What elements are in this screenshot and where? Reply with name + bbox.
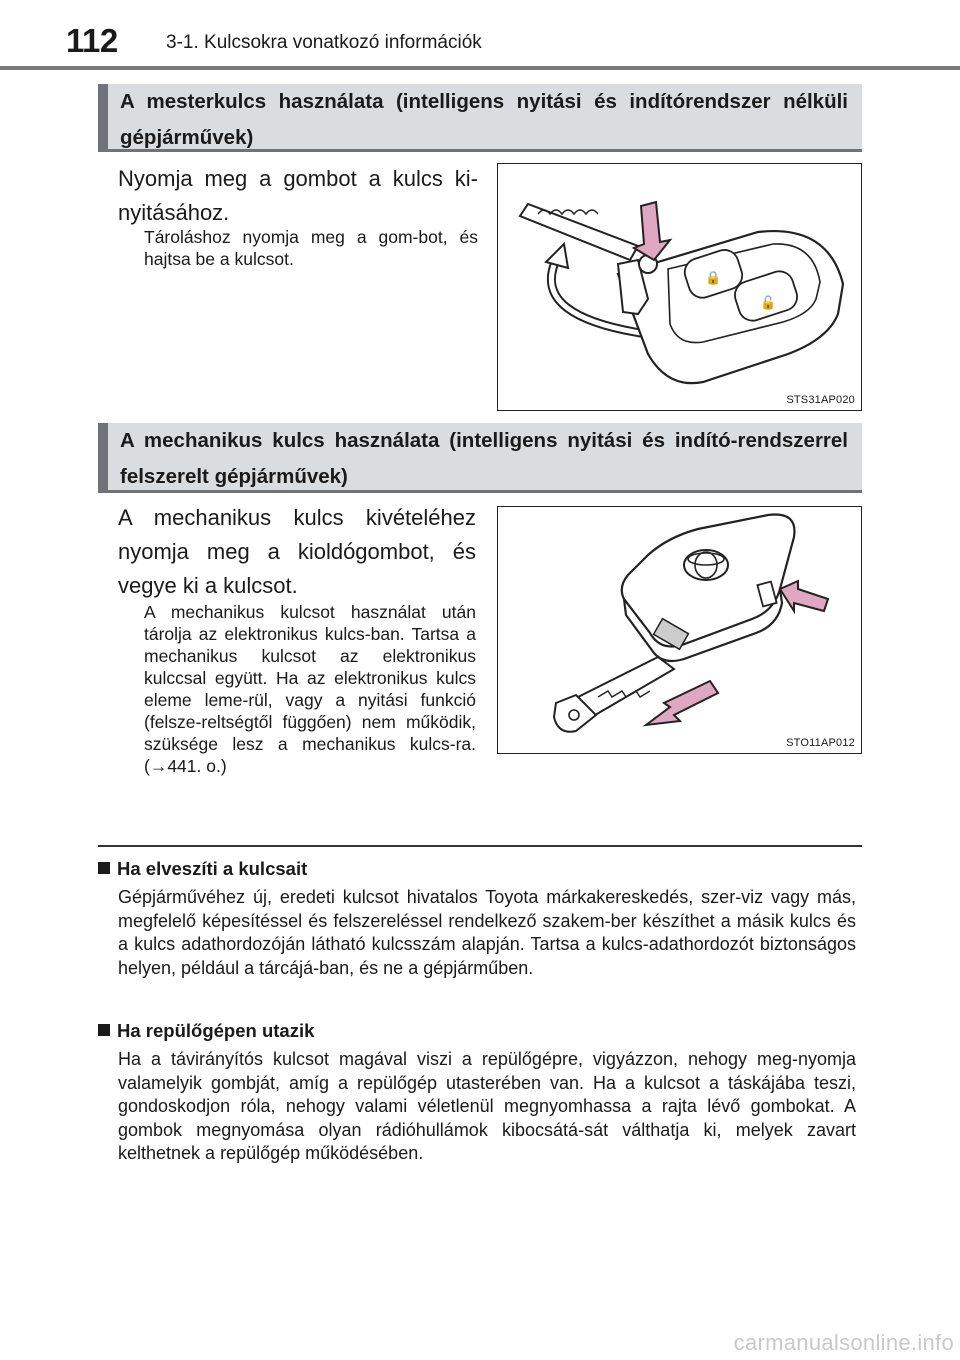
lead-text-mechanical-key: A mechanikus kulcs kivételéhez nyomja meg a kioldógombot, és vegye ki a kulcsot. — [118, 505, 476, 598]
note-text-mechanical-key: A mechanikus kulcsot használat után tárolja az elektronikus kulcs-ban. Tartsa a mechanikus kulcsot az elektronikus kulccsal együtt. Ha az elektronikus kulcs eleme leme-rül, vagy a nyitási funkció (felsze-reltségtől függően) nem működik, szüksége lesz a mechanikus kulcs-ra. (→441. o.) — [144, 602, 476, 776]
subheading-airplane — [98, 1020, 314, 1042]
square-bullet-icon — [98, 862, 110, 874]
figure-code-master-key: STS31AP020 — [786, 394, 855, 406]
section-divider — [98, 845, 862, 847]
subheading-lost-keys — [98, 858, 307, 880]
figure-master-key — [497, 163, 862, 411]
section-heading-master-key: A mesterkulcs használata (intelligens nyitási és indítórendszer nélküli gépjárművek) — [98, 84, 862, 152]
figure-code-mechanical-key: STO11AP012 — [786, 737, 855, 749]
watermark: carmanualsonline.info — [733, 1330, 954, 1355]
section-heading-mechanical-key: A mechanikus kulcs használata (intelligens nyitási és indító-rendszerrel felszerelt gépjárművek) — [98, 423, 862, 493]
square-bullet-icon — [98, 1024, 110, 1036]
lead-text-master-key: Nyomja meg a gombot a kulcs ki-nyitásához. — [118, 166, 478, 225]
running-head: 3-1. Kulcsokra vonatkozó információk — [166, 32, 482, 53]
note-text-master-key: Tároláshoz nyomja meg a gom-bot, és hajtsa be a kulcsot. — [144, 227, 478, 269]
paragraph-lost-keys: Gépjárművéhez új, eredeti kulcsot hivatalos Toyota márkakereskedés, szer-viz vagy más, megfelelő képesítéssel és felszereléssel rendelkező szakem-ber készíthet a másik kulcs és a kulcs adathordozóján látható kulcsszám alapján. Tartsa a kulcs-adathordozót biztonságos helyen, például a tárcájá-ban, és ne a gépjárműben. — [118, 887, 856, 978]
paragraph-airplane: Ha a távirányítós kulcsot magával viszi a repülőgépre, vigyázzon, nehogy meg-nyomja valamelyik gombját, amíg a repülőgép utasterében van. Ha a kulcsot a táskájába teszi, gondoskodjon róla, nehogy valami véletlenül megnyomhassa a rajta lévő gombokat. A gombok megnyomása olyan rádióhullámok kibocsátá-sát válthatja ki, melyek zavart kelthetnek a repülőgép működésében. — [118, 1049, 856, 1163]
page-number: 112 — [66, 22, 118, 59]
smart-key-removal-illustration — [498, 507, 860, 752]
svg-text:🔒: 🔒 — [705, 271, 722, 286]
figure-mechanical-key — [497, 506, 862, 754]
subheading-lost-keys-text: Ha elveszíti a kulcsait — [117, 858, 308, 879]
key-fob-fold-illustration — [498, 164, 860, 409]
svg-text:🔓: 🔓 — [760, 296, 777, 311]
subheading-airplane-text: Ha repülőgépen utazik — [117, 1020, 315, 1041]
header-rule — [0, 66, 960, 70]
